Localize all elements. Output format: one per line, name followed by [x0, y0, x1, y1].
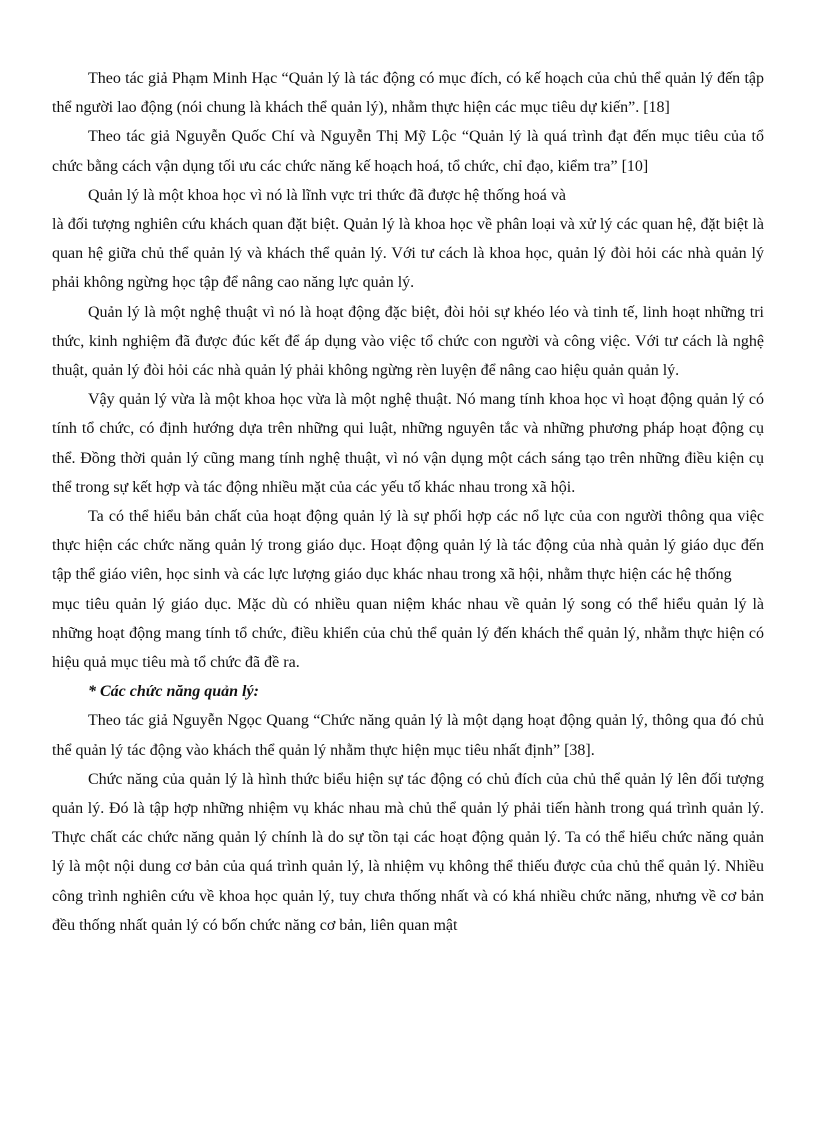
paragraph-management-goals: mục tiêu quản lý giáo dục. Mặc dù có nhiều quan niệm khác nhau về quản lý song có thể hiểu quản lý là những hoạt động mang tính tổ chức, điều khiển của chủ thể quản lý đến khách thể quản lý, nhằm thực hiện có hiệu quả mục tiêu mà tổ chức đã đề ra.	[52, 595, 764, 672]
paragraph-definition-nguyen-quoc-chi: Theo tác giả Nguyễn Quốc Chí và Nguyễn Thị Mỹ Lộc “Quản lý là quá trình đạt đến mục tiêu của tổ chức bằng cách vận dụng tối ưu các chức năng kế hoạch hoá, tổ chức, chỉ đạo, kiểm tra” [10]	[52, 128, 764, 175]
paragraph-management-art: Quản lý là một nghệ thuật vì nó là hoạt động đặc biệt, đòi hỏi sự khéo léo và tinh tế, linh hoạt những tri thức, kinh nghiệm đã được đúc kết để áp dụng vào việc tổ chức con người và công việc. Với tư cách là nghệ thuật, quản lý đòi hỏi các nhà quản lý phải không ngừng rèn luyện để nâng cao hiệu quản quản lý.	[52, 303, 764, 380]
paragraph-nature-of-management: Ta có thể hiểu bản chất của hoạt động quản lý là sự phối hợp các nổ lực của con người thông qua việc thực hiện các chức năng quản lý trong giáo dục. Hoạt động quản lý là tác động của nhà quản lý giáo dục đến tập thể giáo viên, học sinh và các lực lượng giáo dục khác nhau trong xã hội, nhằm thực hiện các hệ thống	[52, 508, 764, 584]
paragraph-definition-pham-minh-hac: Theo tác giả Phạm Minh Hạc “Quản lý là tác động có mục đích, có kế hoạch của chủ thể quản lý đến tập thể người lao động (nói chung là khách thể quản lý), nhằm thực hiện các mục tiêu dự kiến”. [18]	[52, 70, 764, 117]
paragraph-science-and-art: Vậy quản lý vừa là một khoa học vừa là một nghệ thuật. Nó mang tính khoa học vì hoạt động quản lý có tính tổ chức, có định hướng dựa trên những qui luật, những nguyên tắc và những phương pháp hoạt động cụ thể. Đồng thời quản lý cũng mang tính nghệ thuật, vì nó vận dụng một cách sáng tạo trên những điều kiện cụ thể trong sự kết hợp và tác động nhiều mặt của các yếu tố khác nhau trong xã hội.	[52, 391, 764, 496]
paragraph-functions-of-management: Chức năng của quản lý là hình thức biểu hiện sự tác động có chủ đích của chủ thể quản lý lên đối tượng quản lý. Đó là tập hợp những nhiệm vụ khác nhau mà chủ thể quản lý phải tiến hành trong quá trình quản lý. Thực chất các chức năng quản lý chính là do sự tồn tại các hoạt động quản lý. Ta có thể hiểu chức năng quản lý là một nội dung cơ bản của quá trình quản lý, là nhiệm vụ không thể thiếu được của chủ thể quản lý. Nhiều công trình nghiên cứu về khoa học quản lý, tuy chưa thống nhất và có khá nhiều chức năng, nhưng về cơ bản đều thống nhất quản lý có bốn chức năng cơ bản, liên quan mật	[52, 770, 764, 934]
paragraph-management-science-intro: Quản lý là một khoa học vì nó là lĩnh vực tri thức đã được hệ thống hoá và	[88, 186, 566, 204]
paragraph-management-science: là đối tượng nghiên cứu khách quan đặt biệt. Quản lý là khoa học về phân loại và xử lý các quan hệ, đặt biệt là quan hệ giữa chủ thể quản lý và khách thể quản lý. Với tư cách là khoa học, quản lý đòi hỏi các nhà quản lý phải không ngừng học tập để nâng cao năng lực quản lý.	[52, 216, 764, 292]
section-heading-management-functions: * Các chức năng quản lý:	[88, 683, 259, 701]
document-page	[52, 64, 764, 940]
paragraph-definition-nguyen-ngoc-quang: Theo tác giả Nguyễn Ngọc Quang “Chức năng quản lý là một dạng hoạt động quản lý, thông qua đó chủ thể quản lý tác động vào khách thể quản lý nhằm thực hiện mục tiêu nhất định” [38].	[52, 712, 764, 759]
